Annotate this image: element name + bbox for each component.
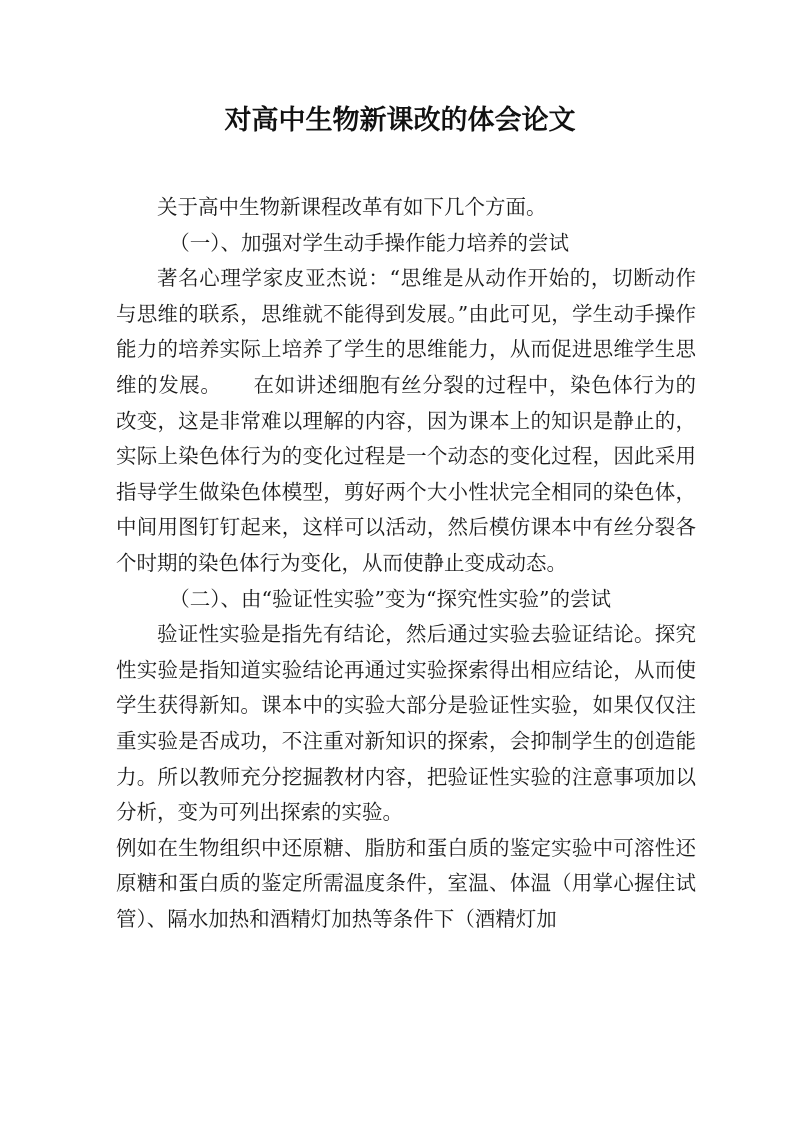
- document-title: 对高中生物新课改的体会论文: [224, 105, 576, 136]
- paragraph-section-2: 验证性实验是指先有结论，然后通过实验去验证结论。探究性实验是指知道实验结论再通过实验探索得出相应结论，从而使学生获得新知。课本中的实验大部分是验证性实验，如果仅仅注重实验是否成功，不注重对新知识的探索，会抑制学生的创造能力。所以教师充分挖掘教材内容，把验证性实验的注意事项加以分析，变为可列出探索的实验。: [116, 622, 696, 825]
- document-body: [116, 190, 696, 937]
- paragraph-example: 例如在生物组织中还原糖、脂肪和蛋白质的鉴定实验中可溶性还原糖和蛋白质的鉴定所需温度条件，室温、体温（用掌心握住试管）、隔水加热和酒精灯加热等条件下（酒精灯加: [116, 835, 696, 931]
- section-heading-1: （一）、加强对学生动手操作能力培养的尝试: [169, 230, 570, 255]
- paragraph-section-1: 著名心理学家皮亚杰说：“思维是从动作开始的，切断动作与思维的联系，思维就不能得到发展。”由此可见，学生动手操作能力的培养实际上培养了学生的思维能力，从而促进思维学生思维的发展。 在如讲述细胞有丝分裂的过程中，染色体行为的改变，这是非常难以理解的内容，因为课本上的知识是静止的，实际上染色体行为的变化过程是一个动态的变化过程，因此采用指导学生做染色体模型，剪好两个大小性状完全相同的染色体，中间用图钉钉起来，这样可以活动，然后模仿课本中有丝分裂各个时期的染色体行为变化，从而使静止变成动态。: [116, 266, 696, 575]
- section-heading-2: （二）、由“验证性实验”变为“探究性实验”的尝试: [169, 586, 611, 611]
- paragraph-intro: 关于高中生物新课程改革有如下几个方面。: [157, 195, 547, 219]
